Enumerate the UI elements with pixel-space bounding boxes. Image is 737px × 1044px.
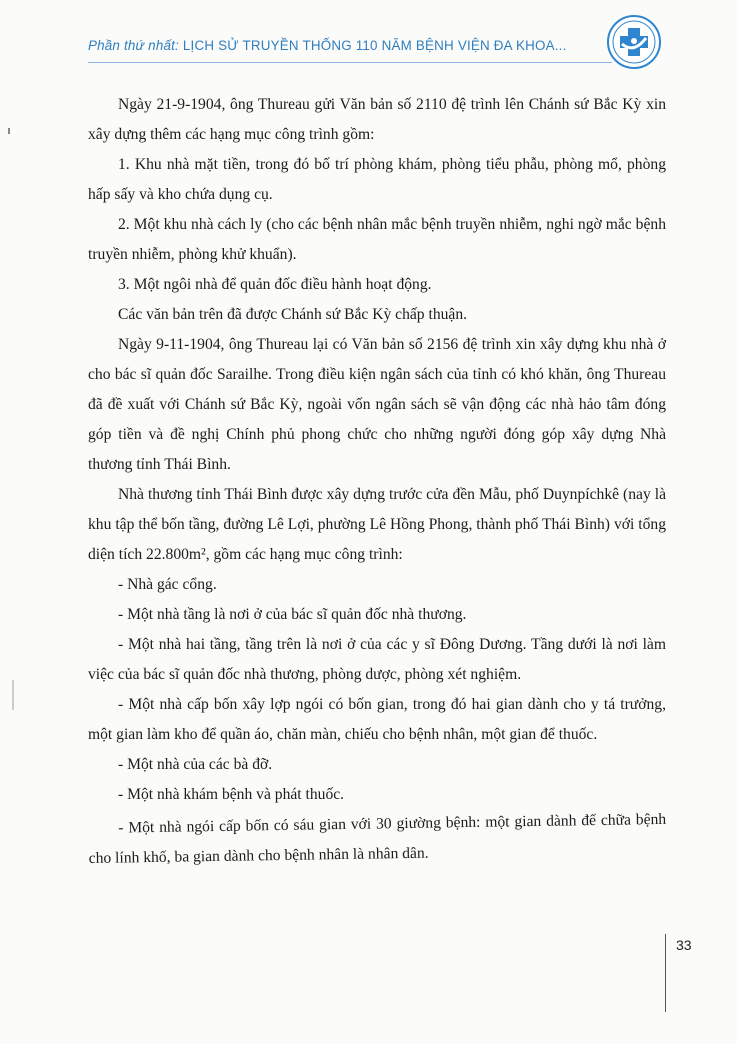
list-item: - Một nhà cấp bốn xây lợp ngói có bốn gian, trong đó hai gian dành cho y tá trưởng, một gian làm kho để quần áo, chăn màn, chiếu cho bệnh nhân, một gian để thuốc. [88, 696, 666, 743]
header-title: LỊCH SỬ TRUYỀN THỐNG 110 NĂM BỆNH VIỆN ĐA KHOA... [182, 38, 567, 53]
list-item: - Một nhà tầng là nơi ở của bác sĩ quản đốc nhà thương. [118, 606, 467, 623]
list-item: - Một nhà khám bệnh và phát thuốc. [118, 786, 345, 803]
paragraph: 1. Khu nhà mặt tiền, trong đó bố trí phòng khám, phòng tiểu phẫu, phòng mổ, phòng hấp sấy và kho chứa dụng cụ. [88, 156, 666, 203]
list-item: - Một nhà ngói cấp bốn có sáu gian với 30 giường bệnh: một gian dành để chữa bệnh cho lính khố, ba gian dành cho bệnh nhân là nhân dân. [88, 810, 667, 867]
paragraph: Ngày 21-9-1904, ông Thureau gửi Văn bản số 2110 đệ trình lên Chánh sứ Bắc Kỳ xin xây dựng thêm các hạng mục công trình gồm: [88, 96, 666, 143]
running-header [88, 38, 608, 53]
list-item: - Nhà gác cổng. [118, 576, 217, 593]
header-rule [88, 62, 612, 63]
page-number: 33 [676, 937, 692, 953]
scan-speck [12, 680, 14, 710]
header-part-label: Phần thứ nhất: [88, 38, 183, 53]
list-item: - Một nhà của các bà đỡ. [118, 756, 273, 773]
paragraph: 2. Một khu nhà cách ly (cho các bệnh nhân mắc bệnh truyền nhiễm, nghi ngờ mắc bệnh truyền nhiễm, phòng khử khuẩn). [88, 216, 666, 263]
list-item: - Một nhà hai tầng, tầng trên là nơi ở của các y sĩ Đông Dương. Tầng dưới là nơi làm việc của bác sĩ quản đốc nhà thương, phòng dược, phòng xét nghiệm. [88, 636, 666, 683]
scan-speck [8, 128, 10, 134]
paragraph: Ngày 9-11-1904, ông Thureau lại có Văn bản số 2156 đệ trình xin xây dựng khu nhà ở cho bác sĩ quản đốc Sarailhe. Trong điều kiện ngân sách của tỉnh có khó khăn, ông Thureau đã đề xuất với Chánh sứ Bắc Kỳ, ngoài vốn ngân sách sẽ vận động các nhà hảo tâm đóng góp tiền và đề nghị Chính phủ phong chức cho những người đóng góp xây dựng Nhà thương tỉnh Thái Bình. [88, 336, 666, 473]
paragraph: Các văn bản trên đã được Chánh sứ Bắc Kỳ chấp thuận. [118, 306, 468, 323]
hospital-cross-emblem-icon [606, 14, 662, 70]
paragraph: 3. Một ngôi nhà để quản đốc điều hành hoạt động. [118, 276, 432, 293]
page-body [88, 90, 666, 874]
page-edge-mark [665, 934, 666, 1012]
paragraph: Nhà thương tỉnh Thái Bình được xây dựng trước cửa đền Mẫu, phố Duynpíchkê (nay là khu tập thể bốn tầng, đường Lê Lợi, phường Lê Hồng Phong, thành phố Thái Bình) với tổng diện tích 22.800m², gồm các hạng mục công trình: [88, 486, 666, 563]
